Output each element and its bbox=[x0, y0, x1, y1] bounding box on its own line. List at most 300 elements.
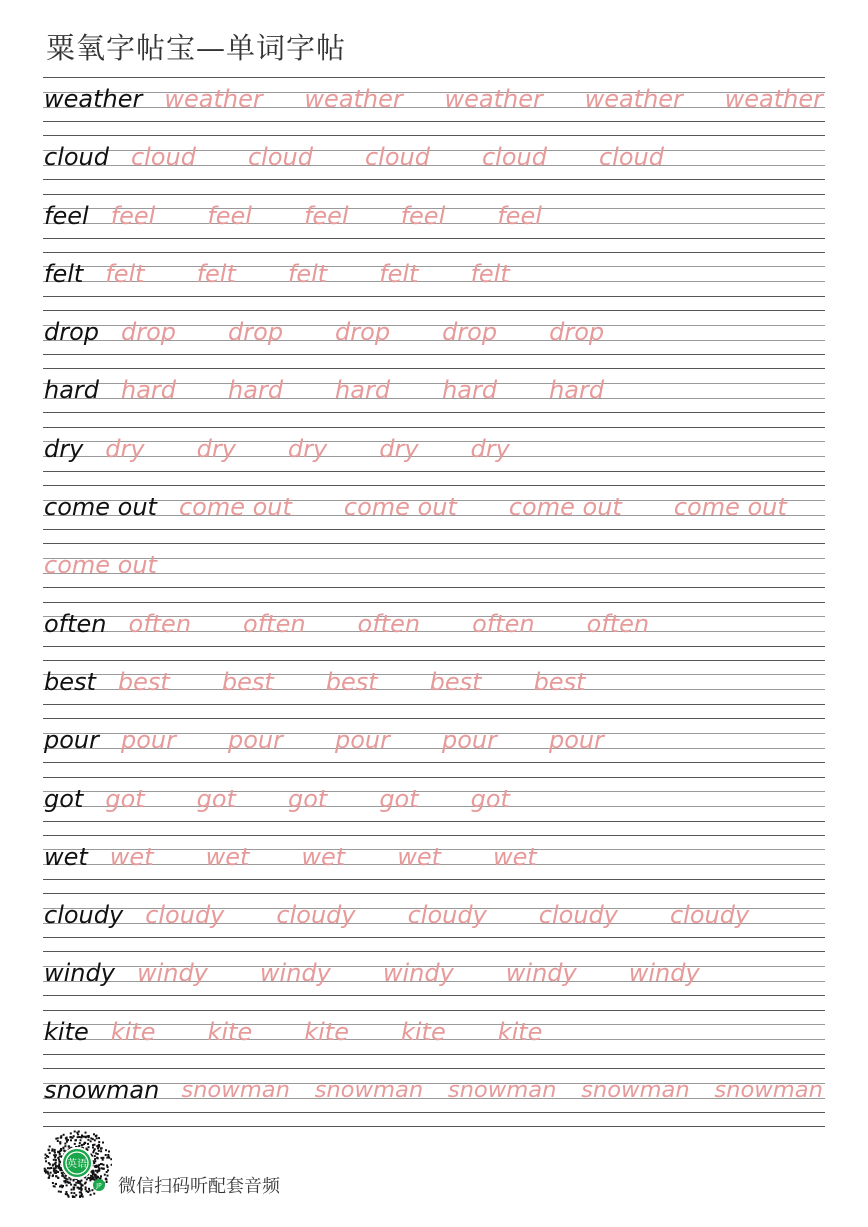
qr-dot bbox=[96, 1137, 98, 1139]
guide-line bbox=[43, 893, 825, 894]
practice-row bbox=[43, 660, 825, 718]
qr-dot bbox=[51, 1150, 53, 1152]
qr-dot bbox=[73, 1187, 75, 1189]
qr-dot bbox=[73, 1135, 75, 1137]
qr-dot bbox=[107, 1166, 109, 1168]
guide-line bbox=[43, 1054, 825, 1055]
footer-caption: 微信扫码听配套音频 bbox=[118, 1176, 280, 1197]
qr-dot bbox=[59, 1156, 61, 1158]
qr-dot bbox=[92, 1177, 94, 1179]
qr-dot bbox=[81, 1180, 83, 1182]
qr-dot bbox=[94, 1158, 96, 1160]
guide-line bbox=[43, 310, 825, 311]
footer bbox=[42, 1128, 462, 1198]
model-word: hard bbox=[44, 376, 100, 405]
trace-word: cloudy bbox=[145, 901, 225, 930]
qr-dot bbox=[91, 1189, 93, 1191]
qr-dot bbox=[73, 1188, 75, 1190]
trace-word: pour bbox=[548, 726, 604, 755]
qr-dot bbox=[76, 1132, 78, 1134]
guide-line bbox=[43, 806, 825, 807]
trace-word: feel bbox=[207, 201, 252, 230]
qr-dot bbox=[53, 1150, 55, 1152]
guide-line bbox=[43, 354, 825, 355]
qr-dot bbox=[55, 1159, 57, 1161]
qr-dot bbox=[60, 1148, 62, 1150]
trace-word: felt bbox=[196, 259, 236, 288]
qr-dot bbox=[85, 1132, 87, 1134]
guide-line bbox=[43, 821, 825, 822]
trace-word: weather bbox=[584, 85, 683, 113]
trace-word: feel bbox=[497, 201, 542, 230]
qr-dot bbox=[105, 1154, 107, 1156]
qr-dot bbox=[59, 1141, 61, 1143]
qr-dot bbox=[57, 1151, 59, 1153]
trace-word: snowman bbox=[714, 1077, 823, 1104]
trace-word: pour bbox=[227, 726, 283, 755]
qr-dot bbox=[44, 1168, 46, 1170]
qr-dot bbox=[81, 1144, 83, 1146]
qr-dot bbox=[68, 1145, 70, 1147]
qr-dot bbox=[104, 1174, 106, 1176]
qr-dot bbox=[53, 1167, 55, 1169]
trace-word: dry bbox=[287, 434, 328, 463]
trace-word: often bbox=[472, 609, 535, 638]
qr-dot bbox=[87, 1136, 89, 1138]
trace-word: windy bbox=[628, 959, 700, 988]
trace-word: got bbox=[470, 784, 510, 813]
qr-dot bbox=[85, 1188, 87, 1190]
qr-dot bbox=[80, 1187, 82, 1189]
guide-line bbox=[43, 296, 825, 297]
guide-line bbox=[43, 762, 825, 763]
qr-dot bbox=[98, 1150, 100, 1152]
qr-dot bbox=[100, 1177, 102, 1179]
trace-word: kite bbox=[497, 1017, 543, 1046]
trace-word: felt bbox=[470, 259, 510, 288]
model-word: come out bbox=[44, 493, 157, 522]
trace-word: best bbox=[325, 667, 378, 696]
qr-dot bbox=[100, 1150, 102, 1152]
trace-word: windy bbox=[259, 959, 331, 988]
qr-dot bbox=[89, 1178, 91, 1180]
page-title: 粟氧字帖宝—单词字帖 bbox=[46, 31, 347, 65]
qr-dot bbox=[86, 1178, 88, 1180]
trace-word: best bbox=[221, 667, 274, 696]
qr-dot bbox=[97, 1147, 99, 1149]
guide-line bbox=[43, 791, 825, 792]
guide-line bbox=[43, 92, 825, 93]
qr-dot bbox=[80, 1195, 82, 1197]
qr-dot bbox=[92, 1147, 94, 1149]
trace-word: cloud bbox=[481, 143, 547, 172]
guide-line bbox=[43, 1098, 825, 1099]
model-word: got bbox=[44, 784, 84, 813]
qr-dot bbox=[101, 1157, 103, 1159]
qr-dot bbox=[102, 1157, 104, 1159]
qr-dot bbox=[95, 1166, 97, 1168]
qr-dot bbox=[79, 1142, 81, 1144]
trace-word: pour bbox=[120, 726, 176, 755]
guide-line bbox=[43, 995, 825, 996]
trace-word: snowman bbox=[181, 1077, 290, 1104]
guide-line bbox=[43, 441, 825, 442]
qr-dot bbox=[94, 1175, 96, 1177]
trace-word: kite bbox=[207, 1017, 253, 1046]
qr-dot bbox=[84, 1183, 86, 1185]
qr-dot bbox=[98, 1137, 100, 1139]
qr-dot bbox=[92, 1170, 94, 1172]
guide-line bbox=[43, 1083, 825, 1084]
guide-line bbox=[43, 660, 825, 661]
qr-dot bbox=[47, 1167, 49, 1169]
trace-word: best bbox=[117, 667, 170, 696]
qr-dot bbox=[80, 1137, 82, 1139]
qr-dot bbox=[52, 1175, 54, 1177]
guide-line bbox=[43, 135, 825, 136]
qr-dot bbox=[65, 1175, 67, 1177]
qr-dot bbox=[58, 1191, 60, 1193]
qr-dot bbox=[73, 1180, 75, 1182]
practice-row bbox=[43, 485, 825, 543]
qr-dot bbox=[103, 1168, 105, 1170]
qr-dot bbox=[61, 1172, 63, 1174]
qr-dot bbox=[45, 1157, 47, 1159]
trace-word: weather bbox=[724, 85, 823, 113]
qr-dot bbox=[63, 1150, 65, 1152]
guide-line bbox=[43, 252, 825, 253]
qr-dot bbox=[54, 1156, 56, 1158]
practice-row bbox=[43, 427, 825, 485]
qr-dot bbox=[70, 1139, 72, 1141]
qr-dot bbox=[107, 1175, 109, 1177]
guide-line bbox=[43, 951, 825, 952]
qr-dot bbox=[77, 1133, 79, 1135]
qr-dot bbox=[95, 1152, 97, 1154]
qr-dot bbox=[102, 1142, 104, 1144]
model-word: felt bbox=[44, 259, 84, 288]
guide-line bbox=[43, 777, 825, 778]
qr-dot bbox=[107, 1169, 109, 1171]
practice-row bbox=[43, 1010, 825, 1068]
guide-line bbox=[43, 238, 825, 239]
qr-dot bbox=[111, 1164, 112, 1166]
qr-dot bbox=[55, 1183, 57, 1185]
model-word: often bbox=[44, 609, 107, 638]
practice-row bbox=[43, 777, 825, 835]
qr-dot bbox=[100, 1175, 102, 1177]
qr-dot bbox=[87, 1139, 89, 1141]
qr-dot bbox=[93, 1150, 95, 1152]
qr-dot bbox=[70, 1136, 72, 1138]
qr-dot bbox=[59, 1153, 61, 1155]
qr-dot bbox=[103, 1164, 105, 1166]
trace-word: often bbox=[243, 609, 306, 638]
qr-dot bbox=[60, 1185, 62, 1187]
model-word: windy bbox=[44, 959, 115, 988]
qr-dot bbox=[79, 1182, 81, 1184]
trace-word: felt bbox=[105, 259, 145, 288]
qr-dot bbox=[57, 1140, 59, 1142]
model-word: cloud bbox=[44, 143, 109, 172]
guide-line bbox=[43, 587, 825, 588]
qr-dot bbox=[55, 1165, 57, 1167]
qr-dot bbox=[79, 1191, 81, 1193]
qr-dot bbox=[98, 1141, 100, 1143]
qr-dot bbox=[94, 1160, 96, 1162]
qr-dot bbox=[52, 1164, 54, 1166]
guide-line bbox=[43, 704, 825, 705]
qr-dot bbox=[93, 1193, 95, 1195]
qr-dot bbox=[45, 1154, 47, 1156]
trace-word: wet bbox=[205, 842, 250, 871]
trace-word: often bbox=[357, 609, 421, 638]
guide-line bbox=[43, 1010, 825, 1011]
trace-word: got bbox=[379, 784, 419, 813]
model-word: cloudy bbox=[44, 901, 124, 930]
qr-dot bbox=[59, 1168, 61, 1170]
qr-dot bbox=[81, 1135, 83, 1137]
qr-dot bbox=[88, 1188, 90, 1190]
qr-dot bbox=[94, 1155, 96, 1157]
model-word: wet bbox=[44, 842, 88, 871]
trace-word: best bbox=[429, 667, 482, 696]
guide-line bbox=[43, 77, 825, 78]
qr-dot bbox=[62, 1147, 64, 1149]
guide-line bbox=[43, 573, 825, 574]
qr-dot bbox=[92, 1144, 94, 1146]
practice-sheet bbox=[43, 77, 825, 1127]
qr-dot bbox=[50, 1172, 52, 1174]
qr-dot bbox=[94, 1139, 96, 1141]
trace-word: cloud bbox=[598, 143, 664, 172]
trace-word: snowman bbox=[581, 1077, 690, 1104]
qr-dot bbox=[45, 1160, 47, 1162]
qr-dot bbox=[65, 1193, 67, 1195]
qr-dot bbox=[85, 1136, 87, 1138]
guide-line bbox=[43, 194, 825, 195]
qr-dot bbox=[95, 1135, 97, 1137]
qr-dot bbox=[78, 1145, 80, 1147]
guide-line bbox=[43, 602, 825, 603]
practice-row bbox=[43, 310, 825, 368]
guide-line bbox=[43, 718, 825, 719]
qr-dot bbox=[48, 1177, 50, 1179]
qr-dot bbox=[46, 1171, 48, 1173]
qr-dot bbox=[72, 1196, 74, 1198]
qr-dot bbox=[64, 1143, 66, 1145]
qr-dot bbox=[92, 1173, 94, 1175]
qr-dot bbox=[64, 1145, 66, 1147]
practice-row bbox=[43, 951, 825, 1009]
trace-word: wet bbox=[397, 842, 442, 871]
qr-dot bbox=[106, 1157, 108, 1159]
qr-dot bbox=[49, 1175, 51, 1177]
trace-word: come out bbox=[178, 493, 292, 522]
trace-word: often bbox=[586, 609, 650, 638]
trace-word: kite bbox=[304, 1017, 349, 1046]
qr-dot bbox=[47, 1173, 49, 1175]
qr-dot bbox=[56, 1175, 58, 1177]
trace-word: dry bbox=[105, 434, 145, 463]
guide-line bbox=[43, 107, 825, 108]
guide-line bbox=[43, 646, 825, 647]
practice-row bbox=[43, 77, 825, 135]
trace-word: cloud bbox=[247, 143, 313, 172]
practice-row bbox=[43, 602, 825, 660]
qr-dot bbox=[70, 1132, 72, 1134]
qr-dot bbox=[66, 1184, 68, 1186]
qr-badge-label: 英语 bbox=[67, 1159, 87, 1170]
qr-dot bbox=[70, 1179, 72, 1181]
qr-dot bbox=[105, 1149, 107, 1151]
guide-line bbox=[43, 937, 825, 938]
qr-dot bbox=[95, 1170, 97, 1172]
trace-word: weather bbox=[164, 85, 263, 113]
qr-dot bbox=[63, 1180, 65, 1182]
practice-row bbox=[43, 718, 825, 776]
trace-word: snowman bbox=[314, 1077, 424, 1104]
qr-dot bbox=[55, 1167, 57, 1169]
qr-dot bbox=[89, 1190, 91, 1192]
qr-dot bbox=[90, 1194, 92, 1196]
qr-dot bbox=[61, 1175, 63, 1177]
guide-line bbox=[43, 835, 825, 836]
qr-dot bbox=[80, 1139, 82, 1141]
qr-dot bbox=[66, 1141, 68, 1143]
qr-dot bbox=[67, 1181, 69, 1183]
qr-dot bbox=[97, 1170, 99, 1172]
model-word: snowman bbox=[44, 1076, 160, 1105]
trace-word: drop bbox=[121, 318, 177, 347]
qr-dot bbox=[75, 1194, 77, 1196]
qr-dot bbox=[48, 1149, 50, 1151]
guide-line bbox=[43, 543, 825, 544]
model-word: kite bbox=[44, 1017, 89, 1046]
qr-dot bbox=[57, 1171, 59, 1173]
qr-dot bbox=[65, 1137, 67, 1139]
qr-dot bbox=[55, 1162, 57, 1164]
qr-dot bbox=[77, 1136, 79, 1138]
qr-corner-label: JP bbox=[96, 1182, 102, 1190]
qr-dot bbox=[54, 1186, 56, 1188]
guide-line bbox=[43, 179, 825, 180]
qr-dot bbox=[64, 1177, 66, 1179]
trace-word: dry bbox=[196, 434, 236, 463]
qr-dot bbox=[107, 1154, 109, 1156]
trace-word: come out bbox=[508, 493, 622, 522]
trace-word: cloudy bbox=[538, 901, 618, 930]
qr-dot bbox=[93, 1162, 95, 1164]
guide-line bbox=[43, 368, 825, 369]
practice-row bbox=[43, 543, 825, 601]
guide-line bbox=[43, 879, 825, 880]
trace-word: cloud bbox=[364, 143, 430, 172]
guide-line bbox=[43, 471, 825, 472]
trace-word: pour bbox=[441, 726, 497, 755]
trace-word: got bbox=[287, 784, 328, 813]
practice-row bbox=[43, 252, 825, 310]
guide-line bbox=[43, 281, 825, 282]
trace-word: wet bbox=[109, 842, 154, 871]
guide-line bbox=[43, 456, 825, 457]
trace-word: pour bbox=[334, 726, 390, 755]
qr-code-icon[interactable] bbox=[42, 1128, 112, 1198]
qr-dot bbox=[102, 1159, 104, 1161]
qr-dot bbox=[63, 1134, 65, 1136]
qr-dot bbox=[108, 1151, 110, 1153]
trace-word: feel bbox=[110, 201, 156, 230]
trace-word: dry bbox=[379, 434, 419, 463]
guide-line bbox=[43, 121, 825, 122]
trace-word: windy bbox=[136, 959, 208, 988]
model-word: best bbox=[44, 667, 96, 696]
qr-dot bbox=[65, 1191, 67, 1193]
qr-dot bbox=[101, 1147, 103, 1149]
practice-row bbox=[43, 194, 825, 252]
qr-dot bbox=[75, 1139, 77, 1141]
qr-dot bbox=[77, 1180, 79, 1182]
qr-dot bbox=[92, 1138, 94, 1140]
practice-row bbox=[43, 135, 825, 193]
qr-dot bbox=[105, 1178, 107, 1180]
qr-dot bbox=[98, 1166, 100, 1168]
trace-word: cloudy bbox=[407, 901, 487, 930]
qr-dot bbox=[50, 1167, 52, 1169]
qr-dot bbox=[74, 1184, 76, 1186]
trace-word: windy bbox=[505, 959, 577, 988]
trace-word: cloudy bbox=[669, 901, 750, 930]
qr-dot bbox=[87, 1143, 89, 1145]
qr-dot bbox=[52, 1182, 54, 1184]
trace-word: hard bbox=[121, 376, 177, 405]
guide-line bbox=[43, 1112, 825, 1113]
model-word: drop bbox=[44, 318, 100, 347]
model-word: pour bbox=[44, 726, 99, 755]
qr-dot bbox=[49, 1146, 51, 1148]
trace-word: drop bbox=[335, 318, 391, 347]
qr-dot bbox=[90, 1140, 92, 1142]
guide-line bbox=[43, 412, 825, 413]
qr-dot bbox=[54, 1172, 56, 1174]
trace-word: kite bbox=[110, 1017, 156, 1046]
trace-word: got bbox=[196, 784, 236, 813]
qr-dot bbox=[70, 1184, 72, 1186]
guide-line bbox=[43, 266, 825, 267]
qr-dot bbox=[74, 1143, 76, 1145]
trace-word: drop bbox=[228, 318, 284, 347]
model-word: dry bbox=[44, 434, 84, 463]
trace-word: felt bbox=[287, 259, 328, 288]
trace-word: felt bbox=[379, 259, 419, 288]
trace-word: come out bbox=[343, 493, 457, 522]
trace-word: weather bbox=[304, 85, 403, 113]
qr-dot bbox=[73, 1192, 75, 1194]
qr-dot bbox=[48, 1162, 50, 1164]
trace-word: windy bbox=[382, 959, 454, 988]
guide-line bbox=[43, 529, 825, 530]
qr-dot bbox=[58, 1159, 60, 1161]
qr-dot bbox=[110, 1158, 112, 1160]
trace-word: drop bbox=[442, 318, 498, 347]
trace-word: hard bbox=[549, 376, 605, 405]
qr-dot bbox=[85, 1186, 87, 1188]
qr-dot bbox=[79, 1136, 81, 1138]
qr-dot bbox=[86, 1148, 88, 1150]
trace-word: feel bbox=[400, 201, 446, 230]
trace-word: wet bbox=[493, 842, 537, 871]
qr-dot bbox=[60, 1137, 62, 1139]
